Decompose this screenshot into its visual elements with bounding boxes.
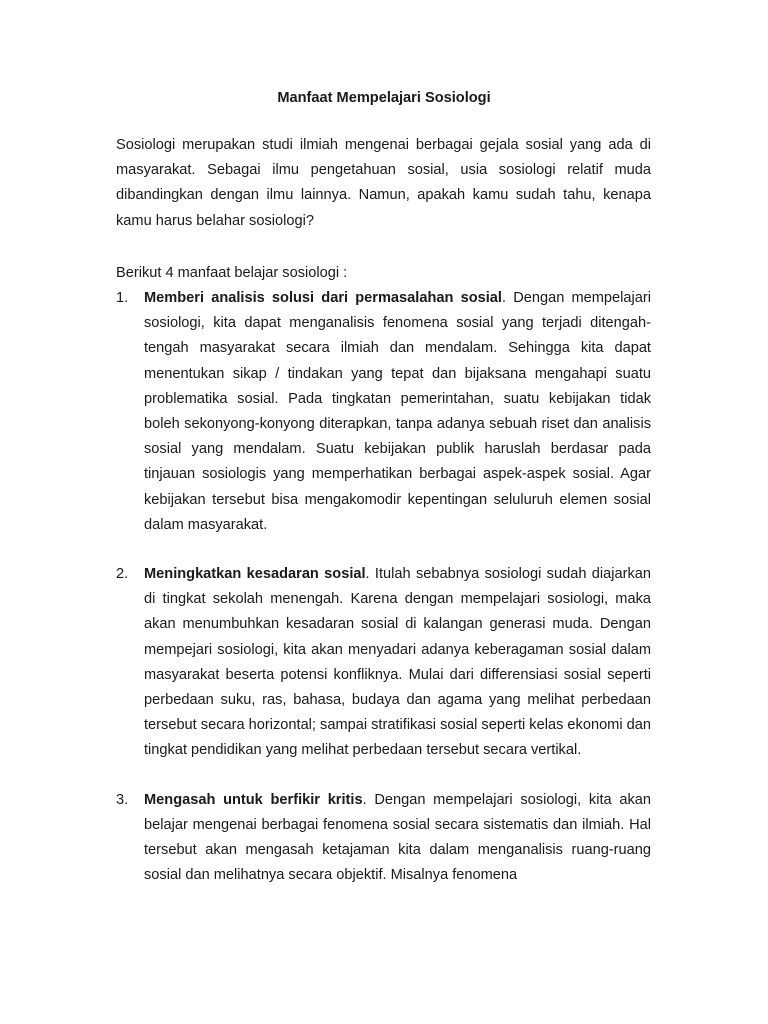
list-item-1 <box>116 286 651 538</box>
item-body: . Dengan mempelajari sosiologi, kita dapat menganalisis fenomena sosial yang terjadi ditengah-tengah masyarakat secara ilmiah dan mendalam. Sehingga kita dapat menentukan sikap / tindakan yang tepat dan bijaksana mengahapi suatu problematika sosial. Pada tingkatan pemerintahan, suatu kebijakan tidak boleh sekonyong-konyong diterapkan, tanpa adanya sebuah riset dan analisis sosial yang mendalam. Suatu kebijakan publik haruslah berdasar pada tinjauan sosiologis yang memperhatikan berbagai aspek-aspek sosial. Agar kebijakan tersebut bisa mengakomodir kepentingan seluluruh elemen sosial dalam masyarakat. <box>144 290 651 533</box>
list-lead: Berikut 4 manfaat belajar sosiologi : <box>116 265 348 281</box>
item-heading: Memberi analisis solusi dari permasalahan sosial <box>144 290 502 306</box>
intro-paragraph: Sosiologi merupakan studi ilmiah mengenai berbagai gejala sosial yang ada di masyarakat. Sebagai ilmu pengetahuan sosial, usia sosiologi relatif muda dibandingkan dengan ilmu lainnya. Namun, apakah kamu sudah tahu, kenapa kamu harus belahar sosiologi? <box>116 137 651 229</box>
list-item-2 <box>116 562 651 764</box>
item-number: 1. <box>116 290 129 306</box>
item-heading: Meningkatkan kesadaran sosial <box>144 566 366 583</box>
item-number: 2. <box>116 566 129 583</box>
benefits-list <box>116 286 651 888</box>
page-title: Manfaat Mempelajari Sosiologi <box>277 90 491 106</box>
list-item-3 <box>116 788 651 889</box>
item-number: 3. <box>116 791 129 808</box>
item-body: . Itulah sebabnya sosiologi sudah diajarkan di tingkat sekolah menengah. Karena dengan mempelajari sosiologi, maka akan menumbuhkan kesadaran sosial di kalangan generasi muda. Dengan mempejari sosiologi, kita akan menyadari adanya keberagaman sosial dalam masyarakat beserta potensi konfliknya. Mulai dari differensiasi sosial seperti perbedaan suku, ras, bahasa, budaya dan agama yang melihat perbedaan tersebut secara horizontal; sampai stratifikasi sosial seperti kelas ekonomi dan tingkat pendidikan yang melihat perbedaan tersebut secara vertikal. <box>144 566 651 759</box>
item-heading: Mengasah untuk berfikir kritis <box>144 791 363 808</box>
item-body: . Dengan mempelajari sosiologi, kita akan belajar mengenai berbagai fenomena sosial secara sistematis dan ilmiah. Hal tersebut akan mengasah ketajaman kita dalam menganalisis ruang-ruang sosial dan melihatnya secara objektif. Misalnya fenomena <box>144 791 651 884</box>
